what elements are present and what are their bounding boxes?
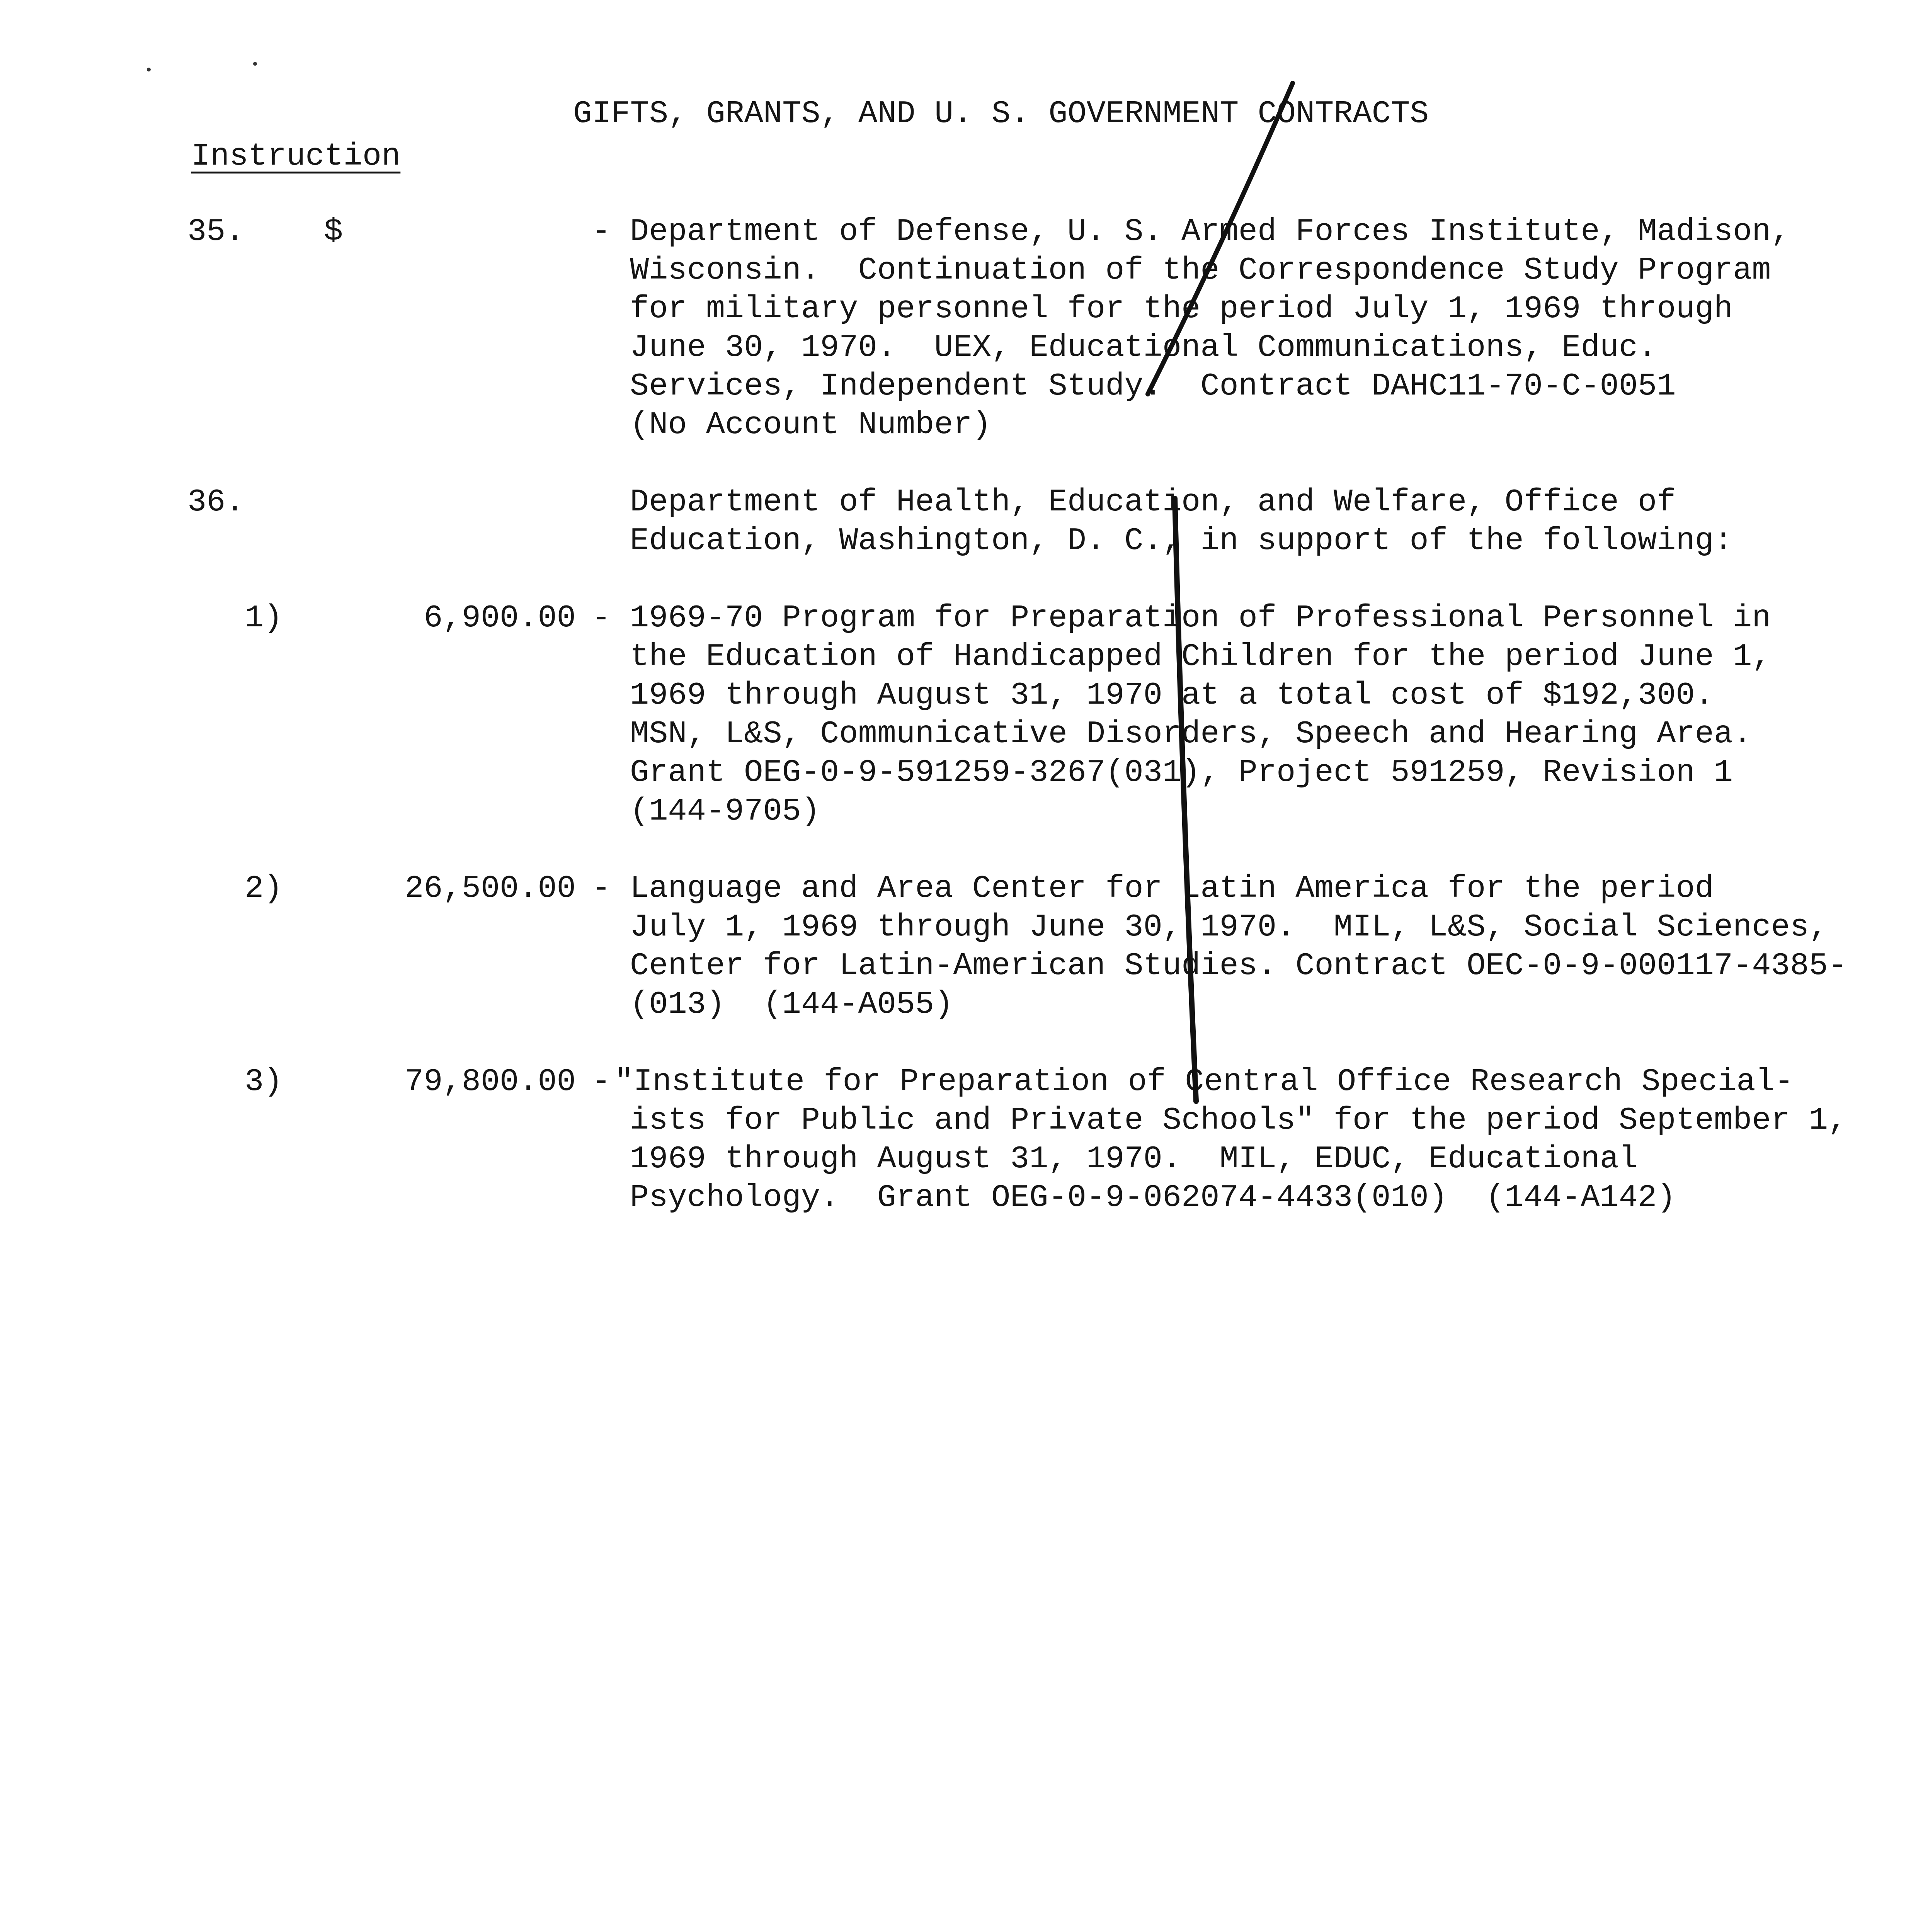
item-line: "Institute for Preparation of Central Office Research Special-: [614, 1064, 1794, 1100]
item-number: 1): [245, 600, 283, 636]
item-number: 3): [245, 1064, 283, 1100]
item-line: Language and Area Center for Latin America for the period: [630, 871, 1714, 906]
item-amount: 79,800.00: [405, 1064, 576, 1100]
entry-dash: -: [592, 214, 611, 250]
entry-line: Wisconsin. Continuation of the Correspondence Study Program: [630, 252, 1771, 288]
item-line: 1969 through August 31, 1970 at a total cost of $192,300.: [630, 677, 1714, 713]
item-line: (144-9705): [630, 793, 820, 829]
item-line: (013) (144-A055): [630, 986, 953, 1022]
item-line: July 1, 1969 through June 30, 1970. MIL, L&S, Social Sciences,: [630, 909, 1828, 945]
entry-line: (No Account Number): [630, 407, 991, 443]
item-dash: -: [592, 1064, 611, 1100]
item-line: the Education of Handicapped Children for the period June 1,: [630, 639, 1771, 675]
item-line: Psychology. Grant OEG-0-9-062074-4433(010) (144-A142): [630, 1180, 1676, 1216]
entry-number: 36.: [187, 484, 245, 520]
diagonal-check-mark: [1148, 83, 1293, 394]
stray-mark: [253, 62, 257, 66]
entry-line: June 30, 1970. UEX, Educational Communications, Educ.: [630, 330, 1657, 366]
currency-symbol: $: [324, 214, 343, 250]
entry-number: 35.: [187, 214, 245, 250]
entry-line: Services, Independent Study. Contract DAHC11-70-C-0051: [630, 368, 1676, 404]
entry-line: Department of Health, Education, and Welfare, Office of: [630, 484, 1676, 520]
item-line: Center for Latin-American Studies. Contract OEC-0-9-000117-4385-: [630, 948, 1847, 984]
section-heading: Instruction: [191, 138, 401, 174]
item-line: MSN, L&S, Communicative Disorders, Speech and Hearing Area.: [630, 716, 1752, 752]
entry-line: Education, Washington, D. C., in support of the following:: [630, 523, 1733, 559]
entry-line: Department of Defense, U. S. Armed Forces Institute, Madison,: [630, 214, 1790, 250]
entry-line: for military personnel for the period July 1, 1969 through: [630, 291, 1733, 327]
item-line: ists for Public and Private Schools" for the period September 1,: [630, 1102, 1847, 1138]
vertical-pen-line: [1175, 498, 1196, 1101]
stray-mark: [147, 68, 151, 71]
item-line: 1969 through August 31, 1970. MIL, EDUC, Educational: [630, 1141, 1638, 1177]
item-line: 1969-70 Program for Preparation of Professional Personnel in: [630, 600, 1771, 636]
item-dash: -: [592, 600, 611, 636]
page-title: GIFTS, GRANTS, AND U. S. GOVERNMENT CONTRACTS: [573, 96, 1429, 132]
item-line: Grant OEG-0-9-591259-3267(031), Project 591259, Revision 1: [630, 755, 1733, 791]
item-amount: 26,500.00: [405, 871, 576, 906]
item-dash: -: [592, 871, 611, 906]
item-amount: 6,900.00: [424, 600, 576, 636]
item-number: 2): [245, 871, 283, 906]
